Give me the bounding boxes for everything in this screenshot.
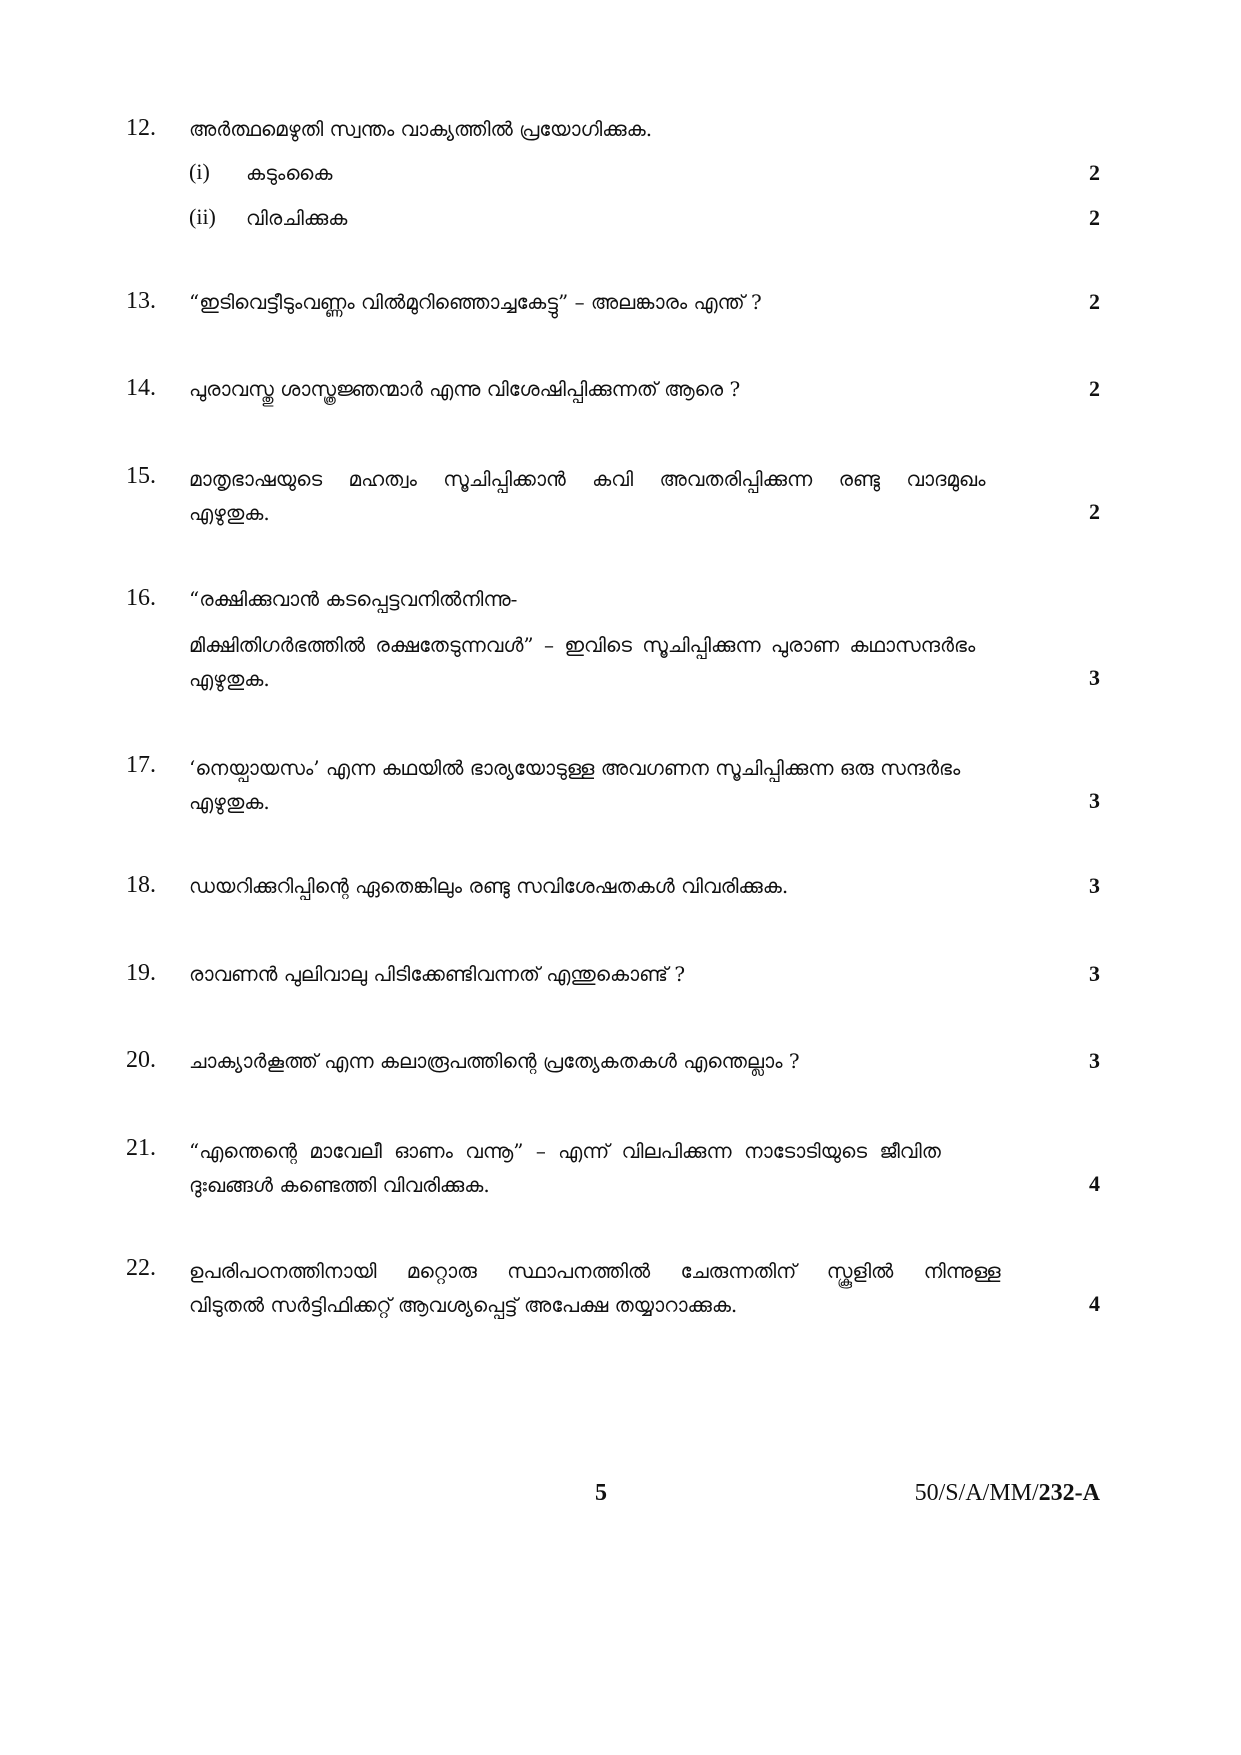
question-20 — [126, 1047, 1100, 1087]
question-number: 15. — [126, 463, 156, 489]
sub-label: (ii) — [189, 204, 216, 229]
question-text: രാവണൻ പുലിവാലു പിടിക്കേണ്ടിവന്നത് എന്തുകൊണ്ട് ? — [189, 962, 686, 986]
question-text-line-1: “രക്ഷിക്കുവാൻ കടപ്പെട്ടവനിൽനിന്നു- — [189, 587, 518, 611]
sub-label: (i) — [189, 159, 210, 184]
marks: 3 — [1089, 788, 1100, 813]
question-text: അർത്ഥമെഴുതി സ്വന്തം വാക്യത്തിൽ പ്രയോഗിക്കുക. — [189, 117, 653, 141]
paper-code-prefix: 50/S/A/MM/ — [914, 1480, 1039, 1506]
question-16 — [126, 585, 1100, 695]
question-text-line-1: ‘നെയ്പായസം’ എന്ന കഥയിൽ ഭാര്യയോടുള്ള അവഗണന സൂചിപ്പിക്കുന്ന ഒരു സന്ദർഭം — [189, 756, 961, 780]
marks: 2 — [1089, 160, 1100, 185]
marks: 4 — [1089, 1171, 1100, 1196]
question-number: 21. — [126, 1135, 156, 1161]
question-number: 22. — [126, 1255, 156, 1281]
question-14 — [126, 375, 1100, 415]
marks: 3 — [1089, 665, 1100, 690]
question-number: 20. — [126, 1047, 156, 1073]
question-text-line-2: മിക്ഷിതിഗർഭത്തിൽ രക്ഷതേടുന്നവൾ” – ഇവിടെ സൂചിപ്പിക്കുന്ന പുരാണ കഥാസന്ദർഭം — [189, 633, 976, 657]
question-text-line-1: മാതൃഭാഷയുടെ മഹത്വം സൂചിപ്പിക്കാൻ കവി അവതരിപ്പിക്കുന്ന രണ്ടു വാദമുഖം — [189, 467, 986, 491]
question-text: “ഇടിവെട്ടീടുംവണ്ണം വിൽമുറിഞ്ഞൊച്ചകേട്ടു” – അലങ്കാരം എന്ത് ? — [189, 290, 762, 314]
question-15 — [126, 463, 1100, 543]
sub-text: വിരചിക്കുക — [246, 206, 348, 230]
marks: 2 — [1089, 499, 1100, 524]
question-number: 13. — [126, 288, 156, 314]
question-number: 14. — [126, 375, 156, 401]
paper-code-bold: 232-A — [1038, 1480, 1100, 1506]
question-22 — [126, 1255, 1100, 1325]
question-text: ഡയറിക്കുറിപ്പിന്റെ ഏതെങ്കിലും രണ്ടു സവിശേഷതകൾ വിവരിക്കുക. — [189, 874, 789, 898]
marks: 2 — [1089, 289, 1100, 314]
question-19 — [126, 960, 1100, 1000]
question-text: പുരാവസ്തു ശാസ്ത്രജ്ഞന്മാർ എന്നു വിശേഷിപ്പിക്കുന്നത് ആരെ ? — [189, 377, 741, 401]
question-12 — [126, 115, 1100, 245]
question-text-line-2: എഴുതുക. — [189, 790, 270, 814]
question-number: 19. — [126, 960, 156, 986]
marks: 2 — [1089, 376, 1100, 401]
question-number: 18. — [126, 872, 156, 898]
marks: 3 — [1089, 961, 1100, 986]
question-number: 17. — [126, 752, 156, 778]
question-text-line-1: “എന്തെന്റെ മാവേലീ ഓണം വന്നൂ” – എന്ന് വിലപിക്കുന്ന നാടോടിയുടെ ജീവിത — [189, 1139, 941, 1163]
page-number: 5 — [595, 1480, 607, 1506]
question-text-line-2: എഴുതുക. — [189, 501, 270, 525]
question-18 — [126, 872, 1100, 912]
question-text: ചാക്യാർകൂത്ത് എന്ന കലാരൂപത്തിന്റെ പ്രത്യേകതകൾ എന്തെല്ലാം ? — [189, 1049, 800, 1073]
question-13 — [126, 288, 1100, 328]
question-number: 12. — [126, 115, 156, 141]
question-text-line-3: എഴുതുക. — [189, 667, 270, 691]
marks: 2 — [1089, 205, 1100, 230]
marks: 3 — [1089, 873, 1100, 898]
marks: 3 — [1089, 1048, 1100, 1073]
paper-code — [915, 1480, 1100, 1507]
question-number: 16. — [126, 585, 156, 611]
question-17 — [126, 752, 1100, 822]
question-text-line-1: ഉപരിപഠനത്തിനായി മറ്റൊരു സ്ഥാപനത്തിൽ ചേരുന്നതിന് സ്കൂളിൽ നിന്നുള്ള — [189, 1259, 1001, 1283]
question-text-line-2: വിടുതൽ സർട്ടിഫിക്കറ്റ് ആവശ്യപ്പെട്ട് അപേക്ഷ തയ്യാറാക്കുക. — [189, 1293, 738, 1317]
marks: 4 — [1089, 1291, 1100, 1316]
question-text-line-2: ദുഃഖങ്ങൾ കണ്ടെത്തി വിവരിക്കുക. — [189, 1173, 490, 1197]
sub-text: കടുംകൈ — [246, 161, 333, 185]
question-21 — [126, 1135, 1100, 1205]
